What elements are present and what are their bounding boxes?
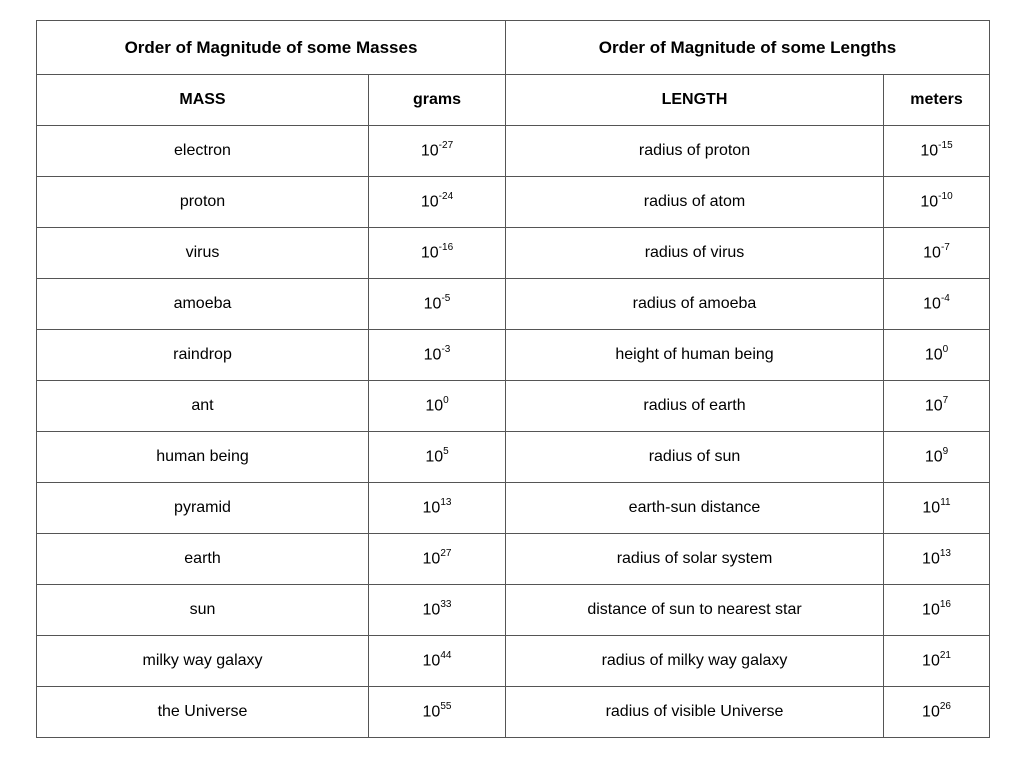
- mass-base: 10: [422, 499, 441, 517]
- table-row: [37, 381, 990, 432]
- length-object: radius of solar system: [506, 534, 884, 585]
- mass-value: [369, 279, 506, 330]
- meters-column-header: meters: [884, 75, 990, 126]
- mass-value: [369, 534, 506, 585]
- length-value: [884, 126, 990, 177]
- mass-object: human being: [37, 432, 369, 483]
- mass-exponent: -16: [438, 242, 454, 254]
- length-base: 10: [922, 550, 940, 568]
- mass-exponent: 0: [443, 395, 449, 407]
- table-body: [37, 126, 990, 738]
- length-value: [884, 687, 990, 738]
- mass-object: milky way galaxy: [37, 636, 369, 687]
- length-exponent: -7: [940, 242, 950, 254]
- length-base: 10: [922, 652, 940, 670]
- grams-column-header: grams: [369, 75, 506, 126]
- table-row: [37, 228, 990, 279]
- length-exponent: -4: [940, 293, 950, 305]
- length-exponent: 0: [942, 344, 949, 356]
- mass-base: 10: [420, 193, 439, 211]
- length-exponent: 11: [940, 497, 951, 509]
- length-base: 10: [924, 448, 943, 466]
- mass-exponent: 55: [440, 701, 452, 713]
- length-object: earth-sun distance: [506, 483, 884, 534]
- mass-object: earth: [37, 534, 369, 585]
- length-object: radius of milky way galaxy: [506, 636, 884, 687]
- table-row: [37, 126, 990, 177]
- mass-value: [369, 228, 506, 279]
- length-object: height of human being: [506, 330, 884, 381]
- table-row: [37, 483, 990, 534]
- mass-value: [369, 636, 506, 687]
- length-column-header: LENGTH: [506, 75, 884, 126]
- mass-exponent: 27: [440, 548, 452, 560]
- table-row: [37, 534, 990, 585]
- length-base: 10: [922, 601, 940, 619]
- length-base: 10: [924, 346, 943, 364]
- mass-value: [369, 381, 506, 432]
- length-exponent: -15: [938, 140, 953, 152]
- length-exponent: 13: [939, 548, 951, 560]
- title-row: [37, 21, 990, 75]
- mass-exponent: 33: [440, 599, 452, 611]
- length-value: [884, 585, 990, 636]
- length-base: 10: [923, 295, 941, 313]
- mass-base: 10: [422, 652, 441, 670]
- length-value: [884, 381, 990, 432]
- length-value: [884, 636, 990, 687]
- mass-exponent: 13: [440, 497, 452, 509]
- length-base: 10: [920, 142, 939, 160]
- mass-object: raindrop: [37, 330, 369, 381]
- length-exponent: 26: [939, 701, 951, 713]
- mass-value: [369, 483, 506, 534]
- table-row: [37, 687, 990, 738]
- table-row: [37, 330, 990, 381]
- mass-value: [369, 330, 506, 381]
- mass-value: [369, 432, 506, 483]
- mass-base: 10: [423, 295, 442, 313]
- mass-exponent: -3: [441, 344, 451, 356]
- magnitude-table: [36, 20, 990, 738]
- mass-value: [369, 177, 506, 228]
- length-object: radius of visible Universe: [506, 687, 884, 738]
- length-exponent: 16: [939, 599, 951, 611]
- length-object: radius of sun: [506, 432, 884, 483]
- mass-base: 10: [422, 601, 441, 619]
- mass-object: proton: [37, 177, 369, 228]
- mass-base: 10: [422, 550, 441, 568]
- length-base: 10: [922, 499, 941, 517]
- length-base: 10: [920, 193, 939, 211]
- mass-value: [369, 687, 506, 738]
- mass-exponent: -27: [438, 140, 454, 152]
- mass-object: the Universe: [37, 687, 369, 738]
- mass-column-header: MASS: [37, 75, 369, 126]
- table-row: [37, 636, 990, 687]
- mass-exponent: 44: [440, 650, 452, 662]
- mass-object: electron: [37, 126, 369, 177]
- table-row: [37, 177, 990, 228]
- length-object: radius of amoeba: [506, 279, 884, 330]
- length-value: [884, 330, 990, 381]
- length-object: radius of virus: [506, 228, 884, 279]
- lengths-title: Order of Magnitude of some Lengths: [506, 21, 990, 75]
- length-value: [884, 534, 990, 585]
- table-row: [37, 279, 990, 330]
- length-exponent: -10: [938, 191, 953, 203]
- mass-exponent: -5: [441, 293, 451, 305]
- masses-title: Order of Magnitude of some Masses: [37, 21, 506, 75]
- length-exponent: 7: [942, 395, 949, 407]
- length-exponent: 9: [942, 446, 949, 458]
- mass-object: ant: [37, 381, 369, 432]
- mass-base: 10: [420, 244, 439, 262]
- mass-exponent: -24: [438, 191, 454, 203]
- length-object: radius of proton: [506, 126, 884, 177]
- mass-base: 10: [425, 448, 444, 466]
- length-object: radius of earth: [506, 381, 884, 432]
- table-row: [37, 432, 990, 483]
- length-base: 10: [924, 397, 943, 415]
- length-exponent: 21: [939, 650, 951, 662]
- mass-base: 10: [425, 397, 444, 415]
- mass-base: 10: [420, 142, 439, 160]
- mass-base: 10: [423, 346, 442, 364]
- length-value: [884, 279, 990, 330]
- mass-base: 10: [422, 703, 441, 721]
- mass-object: amoeba: [37, 279, 369, 330]
- mass-object: pyramid: [37, 483, 369, 534]
- length-value: [884, 228, 990, 279]
- mass-exponent: 5: [443, 446, 449, 458]
- mass-object: sun: [37, 585, 369, 636]
- length-object: radius of atom: [506, 177, 884, 228]
- mass-value: [369, 126, 506, 177]
- column-header-row: [37, 75, 990, 126]
- table-row: [37, 585, 990, 636]
- length-value: [884, 177, 990, 228]
- mass-object: virus: [37, 228, 369, 279]
- length-object: distance of sun to nearest star: [506, 585, 884, 636]
- mass-value: [369, 585, 506, 636]
- length-value: [884, 432, 990, 483]
- length-base: 10: [923, 244, 941, 262]
- length-value: [884, 483, 990, 534]
- length-base: 10: [922, 703, 940, 721]
